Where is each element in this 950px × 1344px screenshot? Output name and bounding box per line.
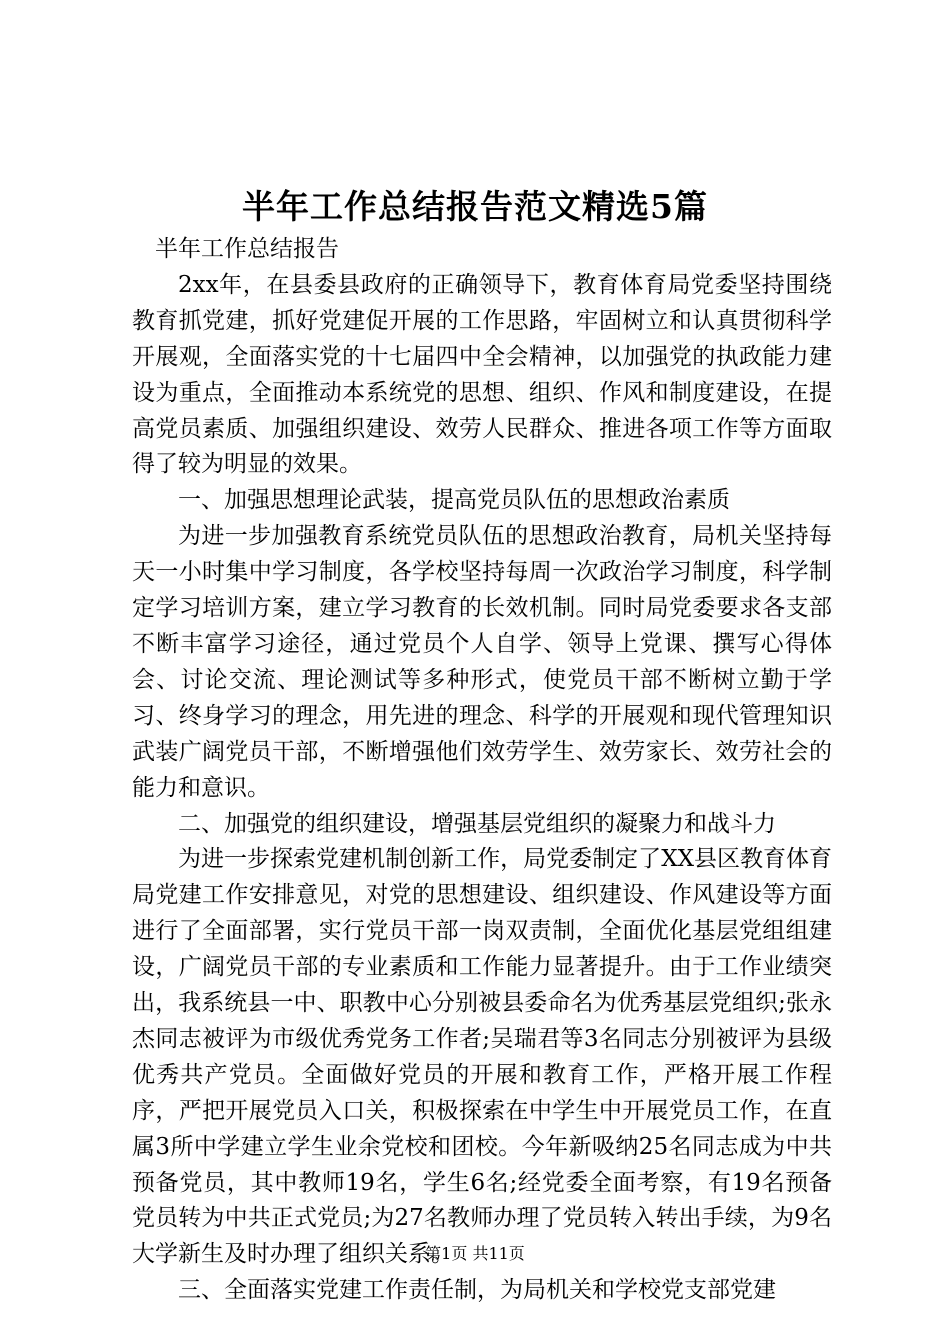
intro-paragraph: 2xx年，在县委县政府的正确领导下，教育体育局党委坚持围绕教育抓党建，抓好党建促开展的工作思路，牢固树立和认真贯彻科学开展观，全面落实党的十七届四中全会精神，以加强党的执政能力建设为重点，全面推动本系统党的思想、组织、作风和制度建设，在提高党员素质、加强组织建设、效劳人民群众、推进各项工作等方面取得了较为明显的效果。 [132,271,832,478]
document-body [132,232,832,1309]
section-paragraph-2: 为进一步探索党建机制创新工作，局党委制定了XX县区教育体育局党建工作安排意见，对党的思想建设、组织建设、作风建设等方面进行了全面部署，实行党员干部一岗双责制，全面优化基层党组组建设，广阔党员干部的专业素质和工作能力显著提升。由于工作业绩突出，我系统县一中、职教中心分别被县委命名为优秀基层党组织;张永杰同志被评为市级优秀党务工作者;吴瑞君等3名同志分别被评为县级优秀共产党员。全面做好党员的开展和教育工作，严格开展工作程序，严把开展党员入口关，积极探索在中学生中开展党员工作，在直属3所中学建立学生业余党校和团校。今年新吸纳25名同志成为中共预备党员，其中教师19名，学生6名;经党委全面考察，有19名预备党员转为中共正式党员;为27名教师办理了党员转入转出手续，为9名大学新生及时办理了组织关系。 [132,846,832,1268]
page-number-footer: 第1页 共11页 [425,1244,525,1263]
document-title: 半年工作总结报告范文精选5篇 [242,187,708,226]
section-heading-2: 二、加强党的组织建设，增强基层党组织的凝聚力和战斗力 [178,810,776,837]
section-heading-1: 一、加强思想理论武装，提高党员队伍的思想政治素质 [178,487,730,514]
section-paragraph-1: 为进一步加强教育系统党员队伍的思想政治教育，局机关坚持每天一小时集中学习制度，各学校坚持每周一次政治学习制度，科学制定学习培训方案，建立学习教育的长效机制。同时局党委要求各支部不断丰富学习途径，通过党员个人自学、领导上党课、撰写心得体会、讨论交流、理论测试等多种形式，使党员干部不断树立勤于学习、终身学习的理念，用先进的理念、科学的开展观和现代管理知识武装广阔党员干部，不断增强他们效劳学生、效劳家长、效劳社会的能力和意识。 [132,523,832,801]
section-heading-3: 三、全面落实党建工作责任制，为局机关和学校党支部党建 [178,1277,776,1304]
subtitle-paragraph: 半年工作总结报告 [155,236,339,262]
